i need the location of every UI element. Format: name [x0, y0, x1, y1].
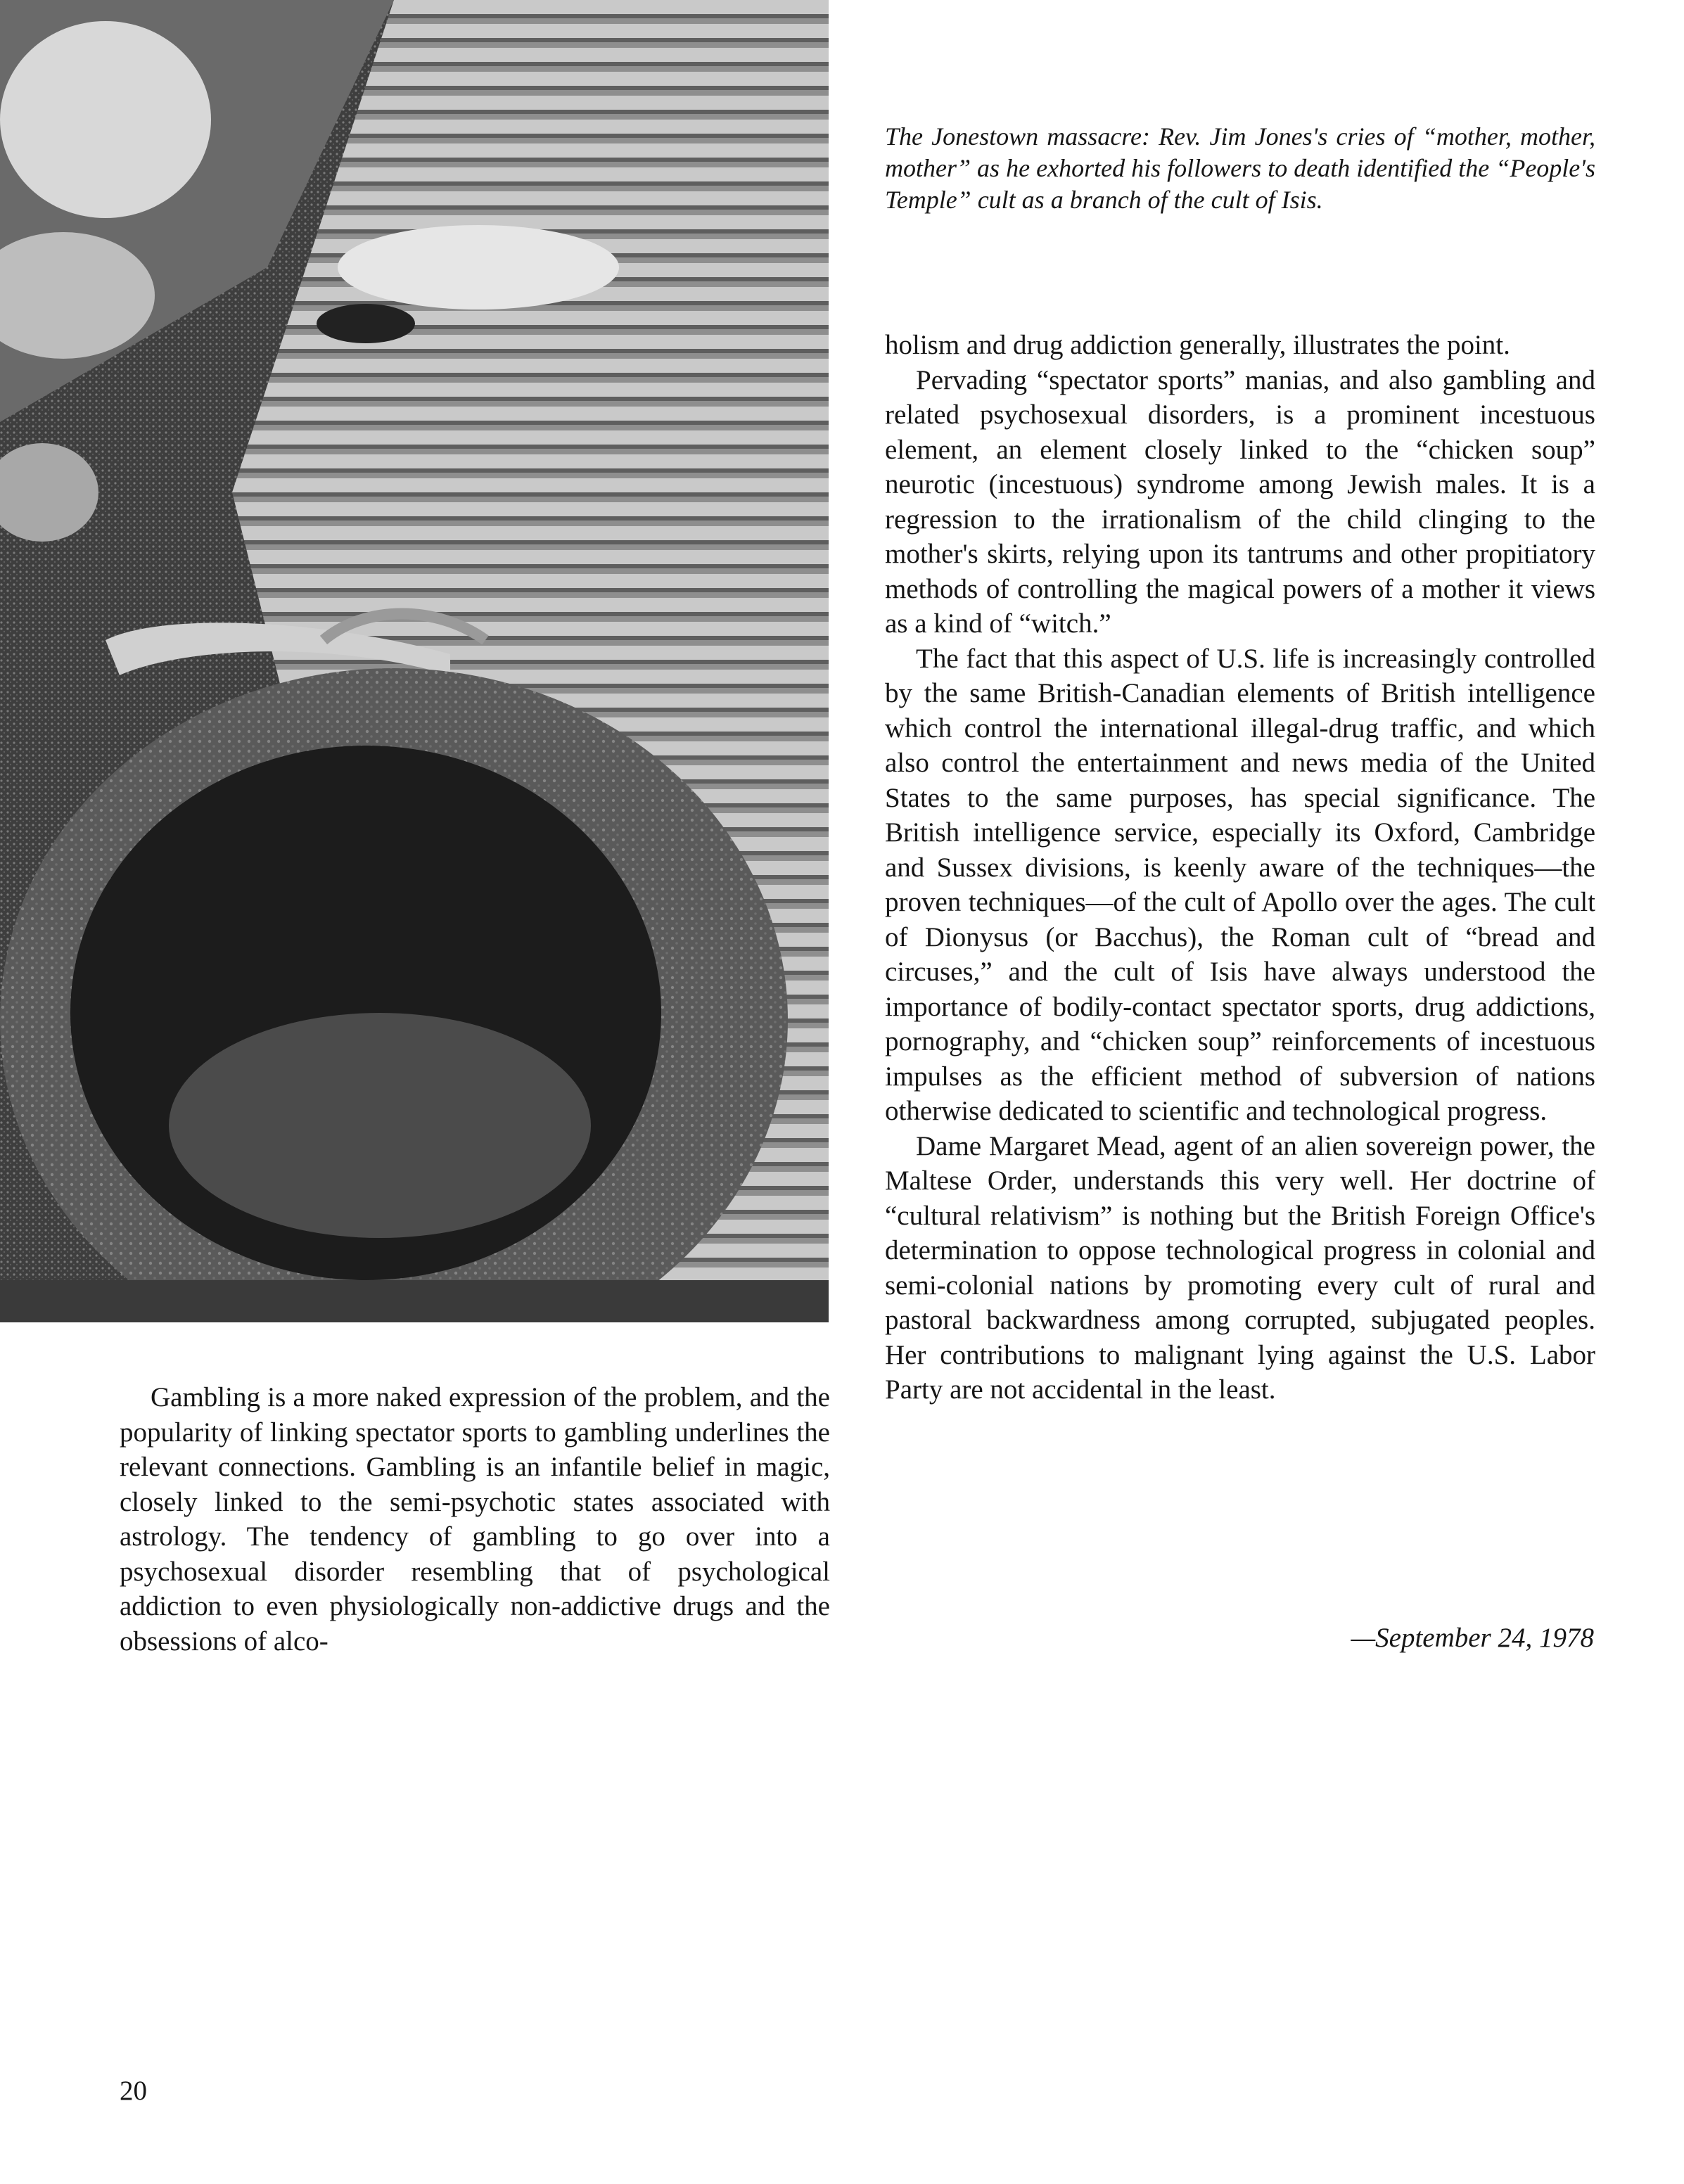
left-paragraph-1: Gambling is a more naked expression of the problem, and the popularity of linking spectator sports to gambling underlines the relevant connections. Gambling is an infantile belief in magic, closely linked to the semi-psychotic states associated with astrology. The tendency of gambling to go over into a psychosexual disorder resembling that of psychological addiction to even physiologically non-addictive drugs and the obsessions of alco-	[120, 1382, 830, 1656]
right-paragraph-1: holism and drug addiction generally, illustrates the point.	[885, 330, 1510, 360]
left-column	[120, 1380, 830, 1659]
right-paragraph-2: Pervading “spectator sports” manias, and also gambling and related psychosexual disorders, is a prominent incestuous element, an element closely linked to the “chicken soup” neurotic (incestuous) syndrome among Jewish males. It is a regression to the irrationalism of the child clinging to the mother's skirts, relying upon its tantrums and other propitiatory methods of controlling the magical powers of a mother it views as a kind of “witch.”	[885, 364, 1595, 639]
jonestown-photo	[0, 0, 829, 1322]
photo-caption: The Jonestown massacre: Rev. Jim Jones's cries of “mother, mother, mother” as he exhorted his followers to death identified the “People's Temple” cult as a branch of the cult of Isis.	[885, 122, 1595, 214]
photo-illustration	[0, 0, 829, 1322]
right-paragraph-4: Dame Margaret Mead, agent of an alien sovereign power, the Maltese Order, understands this very well. Her doctrine of “cultural relativism” is nothing but the British Foreign Office's determination to oppose technological progress in colonial and semi-colonial nations by promoting every cult of rural and pastoral backwardness among corrupted, subjugated peoples. Her contributions to malignant lying against the U.S. Labor Party are not accidental in the least.	[885, 1130, 1595, 1405]
right-paragraph-3: The fact that this aspect of U.S. life is increasingly controlled by the same British-Canadian elements of British intelligence which control the international illegal-drug traffic, and which also control the entertainment and news media of the United States to the same purposes, has special significance. The British intelligence service, especially its Oxford, Cambridge and Sussex divisions, is keenly aware of the techniques—the proven techniques—of the cult of Apollo over the ages. The cult of Dionysus (or Bacchus), the Roman cult of “bread and circuses,” and the cult of Isis have always understood the importance of bodily-contact spectator sports, drug addictions, pornography, and “chicken soup” reinforcements of incestuous impulses as the efficient method of subversion of nations otherwise dedicated to scientific and technological progress.	[885, 643, 1595, 1126]
page-number: 20	[120, 2076, 147, 2106]
right-column	[885, 328, 1595, 1407]
dateline: —September 24, 1978	[1351, 1623, 1594, 1653]
